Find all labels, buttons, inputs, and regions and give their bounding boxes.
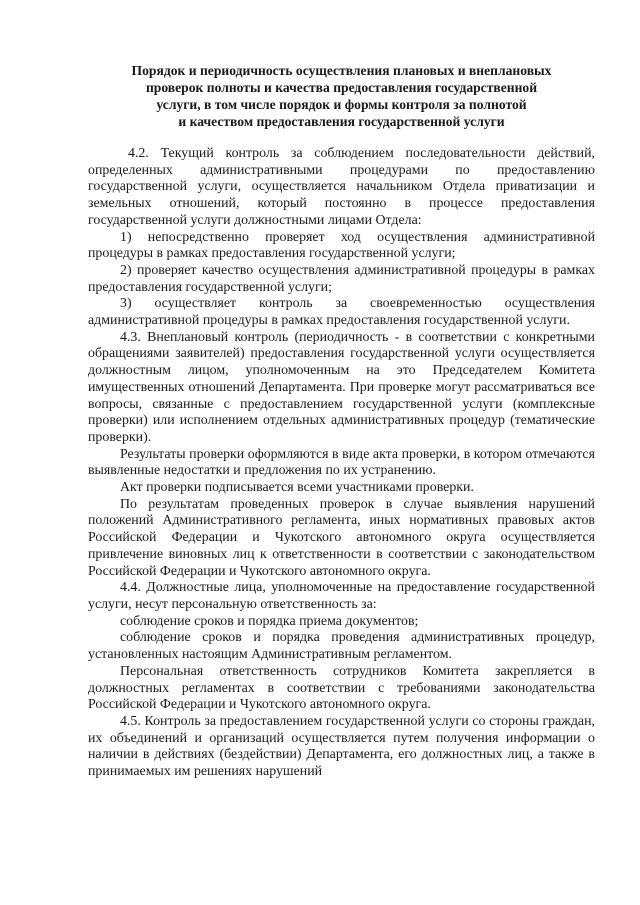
paragraph-4-5: 4.5. Контроль за предоставлением государственной услуги со стороны граждан, их объединений и организаций осуществляется путем получения информации о наличии в действиях (бездействии) Департамента, его должностных лиц, а также в принимаемых им решениях нарушений [88, 713, 595, 780]
paragraph-act: Акт проверки подписывается всеми участниками проверки. [120, 480, 474, 496]
paragraph-results: Результаты проверки оформляются в виде акта проверки, в котором отмечаются выявленные недостатки и предложения по их устранению. [88, 446, 595, 479]
paragraph-personal-responsibility: Персональная ответственность сотрудников Комитета закрепляется в должностных регламентах в соответствии с требованиями законодательства Российской Федерации и Чукотского автономного округа. [88, 663, 595, 713]
heading-line: Порядок и периодичность осуществления плановых и внеплановых [131, 63, 552, 78]
list-item-2: 2) проверяет качество осуществления административной процедуры в рамках предоставления государственной услуги; [88, 262, 595, 295]
responsibility-item-1: соблюдение сроков и порядка приема документов; [120, 613, 419, 629]
responsibility-item-2: соблюдение сроков и порядка проведения административных процедур, установленных настоящим Административным регламентом. [88, 630, 595, 663]
list-item-1: 1) непосредственно проверяет ход осуществления административной процедуры в рамках предоставления государственной услуги; [88, 229, 595, 262]
document-page [88, 62, 595, 781]
heading-line: услуги, в том числе порядок и формы контроля за полнотой [156, 97, 527, 112]
paragraph-violations: По результатам проведенных проверок в случае выявления нарушений положений Административного регламента, иных нормативных правовых актов Российской Федерации и Чукотского автономного округа осуществляется привлечение виновных лиц к ответственности в соответствии с законодательством Российской Федерации и Чукотского автономного округа. [88, 496, 595, 579]
heading-line: и качеством предоставления государственной услуги [178, 114, 505, 129]
section-heading [88, 62, 595, 130]
paragraph-4-4: 4.4. Должностные лица, уполномоченные на предоставление государственной услуги, несут персональную ответственность за: [88, 580, 595, 612]
paragraph-4-2: 4.2. Текущий контроль за соблюдением последовательности действий, определенных административными процедурами по предоставлению государственной услуги, осуществляется начальником Отдела приватизации и земельных отношений, который постоянно в процессе предоставления государственной услуги должностными лицами Отдела: [88, 146, 595, 228]
heading-line: проверок полноты и качества предоставления государственной [145, 80, 538, 95]
list-item-3: 3) осуществляет контроль за своевременностью осуществления административной процедуры в рамках предоставления государственной услуги. [88, 296, 595, 329]
paragraph-4-3: 4.3. Внеплановый контроль (периодичность - в соответствии с конкретными обращениями заявителей) предоставления государственной услуги осуществляется должностным лицом, уполномоченным на это Председателем Комитета имущественных отношений Департамента. При проверке могут рассматриваться все вопросы, связанные с предоставлением государственной услуги (комплексные проверки) или исполнением отдельных административных процедур (тематические проверки). [88, 329, 595, 445]
